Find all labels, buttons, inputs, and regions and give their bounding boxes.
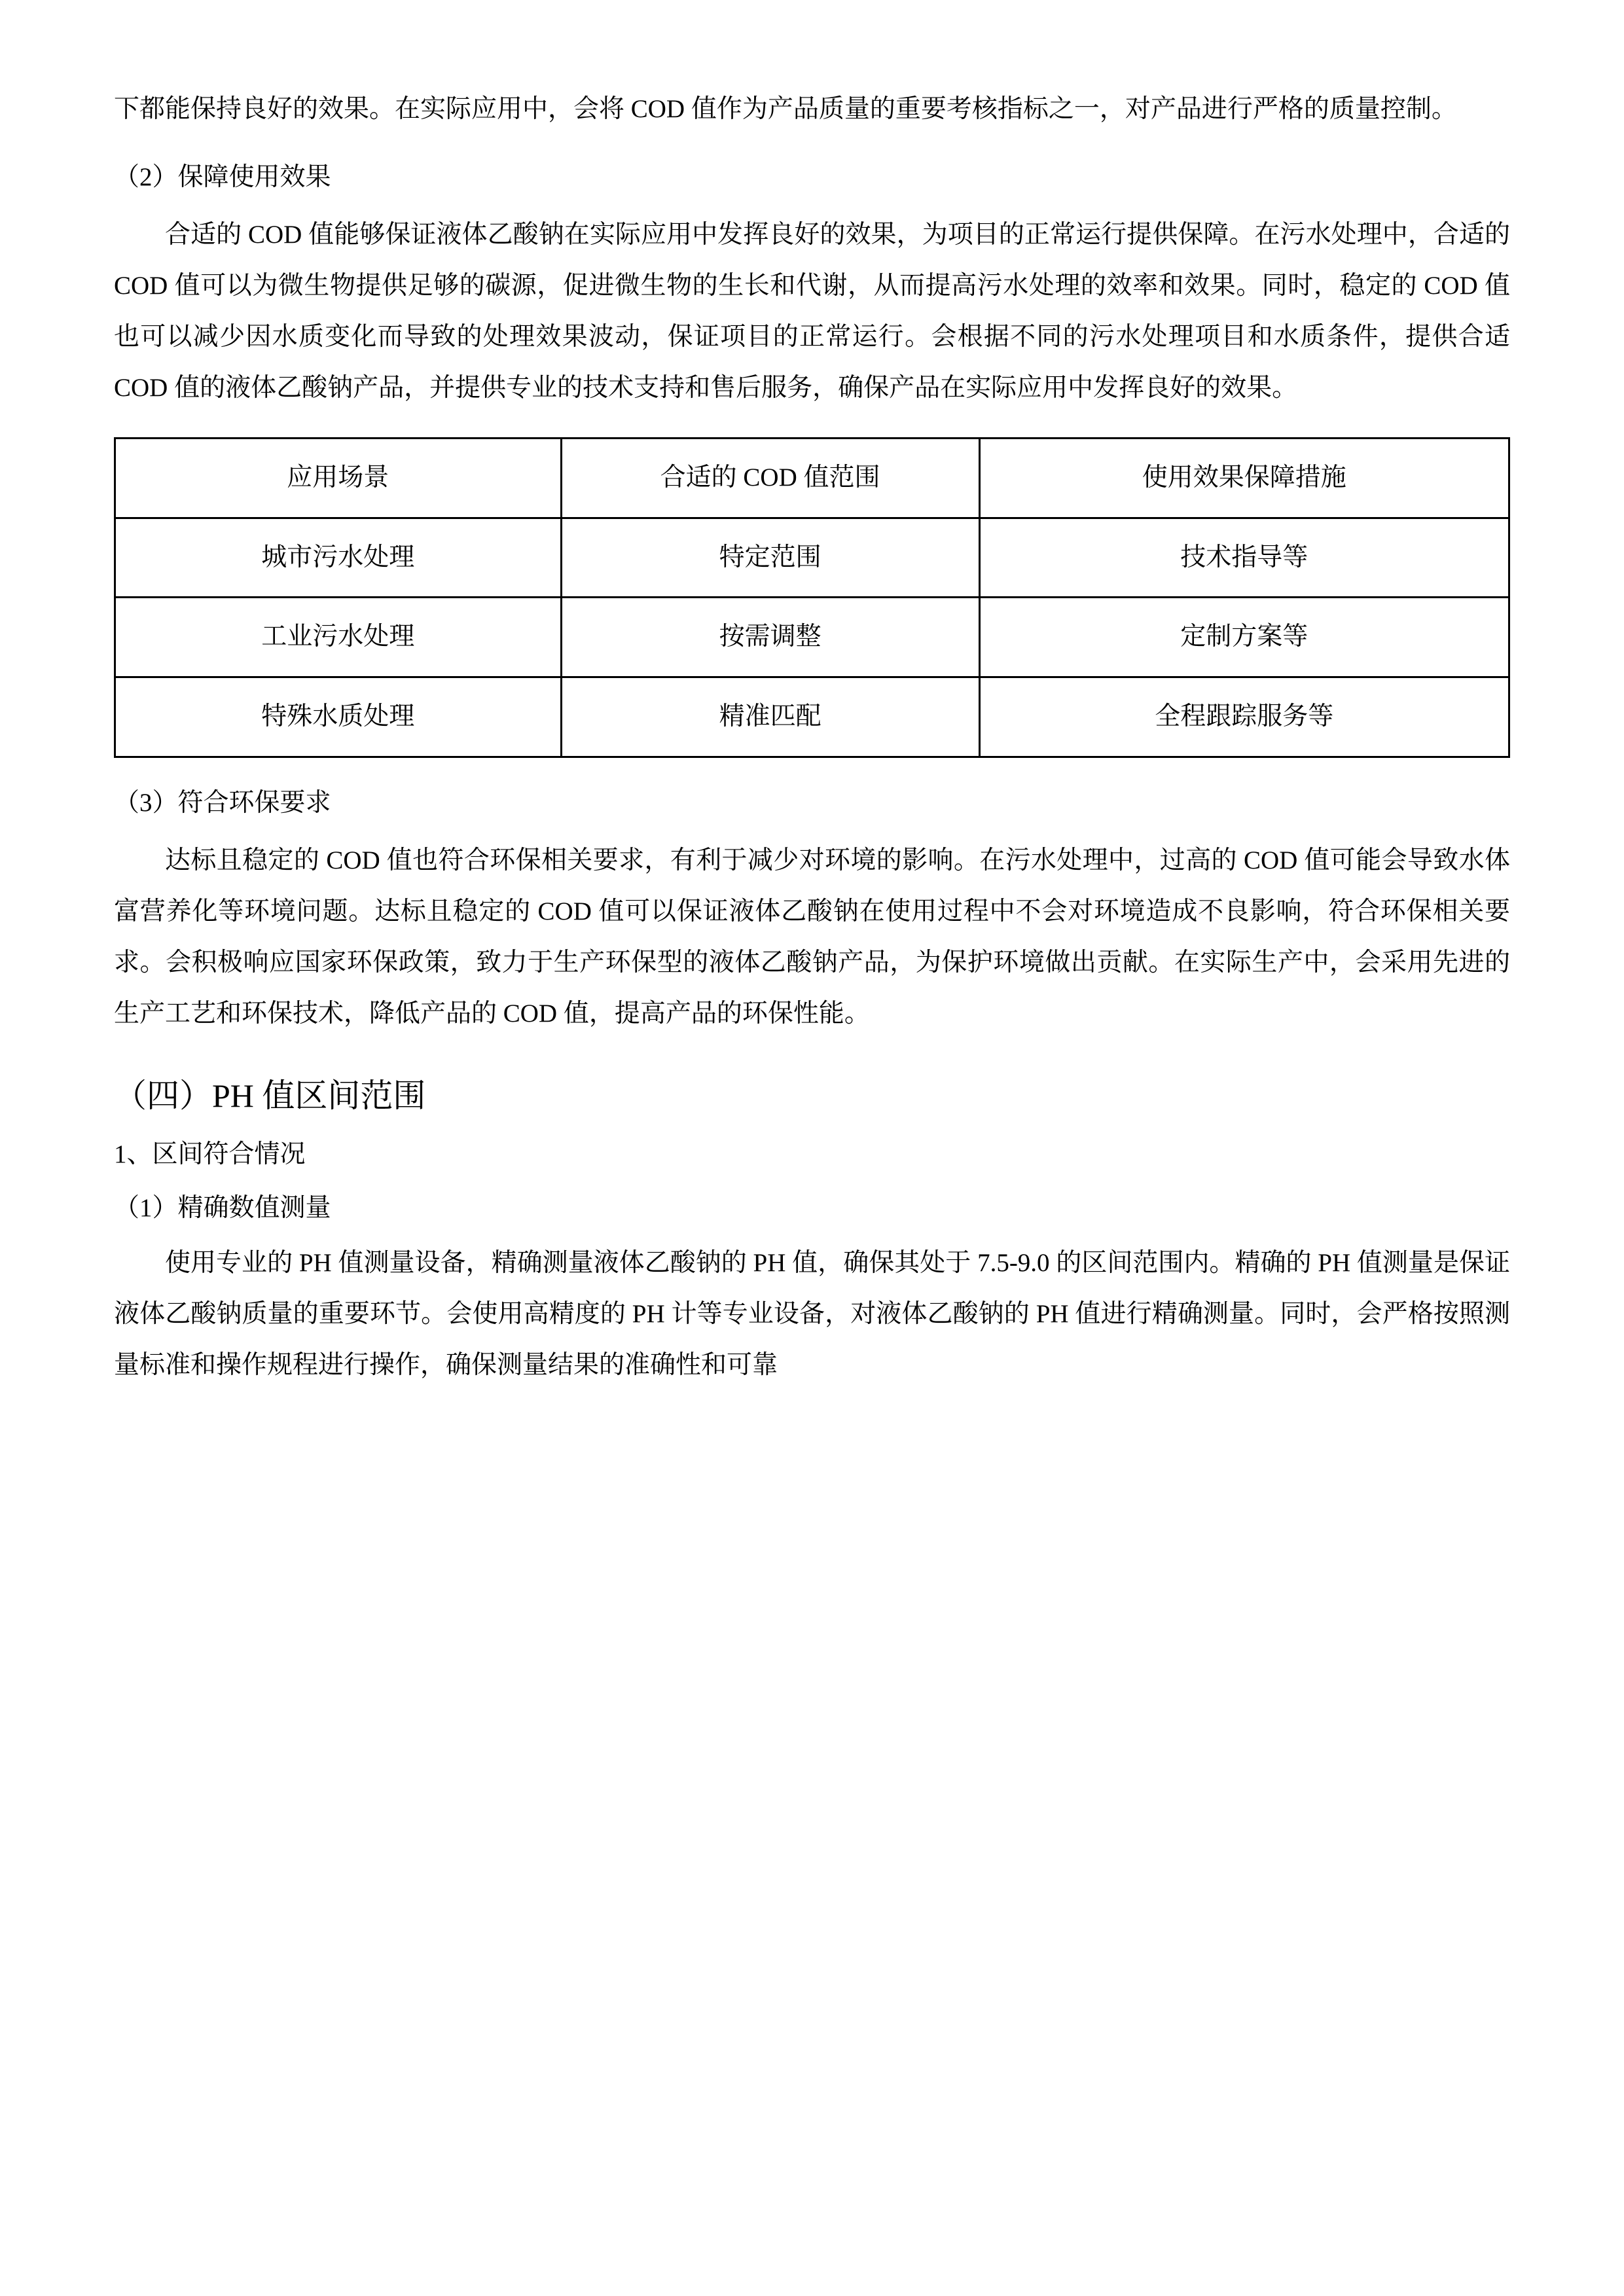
table-cell: 特殊水质处理 [115, 677, 562, 757]
table-header-cell: 使用效果保障措施 [979, 439, 1509, 518]
section4-paragraph: 使用专业的 PH 值测量设备，精确测量液体乙酸钠的 PH 值，确保其处于 7.5-9.0 的区间范围内。精确的 PH 值测量是保证液体乙酸钠质量的重要环节。会使用高精度的 PH 计等专业设备，对液体乙酸钠的 PH 值进行精确测量。同时，会严格按照测量标准和操作规程进行操作，确保测量结果的准确性和可靠 [114, 1248, 1510, 1379]
table-header-cell: 应用场景 [115, 439, 562, 518]
section3-paragraph: 达标且稳定的 COD 值也符合环保相关要求，有利于减少对环境的影响。在污水处理中，过高的 COD 值可能会导致水体富营养化等环境问题。达标且稳定的 COD 值可以保证液体乙酸钠在使用过程中不会对环境造成不良影响，符合环保相关要求。会积极响应国家环保政策，致力于生产环保型的液体乙酸钠产品，为保护环境做出贡献。在实际生产中，会采用先进的生产工艺和环保技术，降低产品的 COD 值，提高产品的环保性能。 [114, 846, 1510, 1028]
table-cell: 精准匹配 [561, 677, 979, 757]
table-cell: 城市污水处理 [115, 518, 562, 598]
table-cell: 特定范围 [561, 518, 979, 598]
table-row [115, 677, 1509, 757]
table-cell: 定制方案等 [979, 598, 1509, 677]
section2-heading: （2）保障使用效果 [114, 163, 331, 191]
section2-paragraph: 合适的 COD 值能够保证液体乙酸钠在实际应用中发挥良好的效果，为项目的正常运行提供保障。在污水处理中，合适的 COD 值可以为微生物提供足够的碳源，促进微生物的生长和代谢，从而提高污水处理的效率和效果。同时，稳定的 COD 值也可以减少因水质变化而导致的处理效果波动，保证项目的正常运行。会根据不同的污水处理项目和水质条件，提供合适 COD 值的液体乙酸钠产品，并提供专业的技术支持和售后服务，确保产品在实际应用中发挥良好的效果。 [114, 221, 1510, 402]
section4-heading: （四）PH 值区间范围 [114, 1077, 426, 1114]
section4-subheading-2: （1）精确数值测量 [114, 1193, 331, 1222]
intro-paragraph: 下都能保持良好的效果。在实际应用中，会将 COD 值作为产品质量的重要考核指标之一，对产品进行严格的质量控制。 [114, 95, 1457, 123]
table-header-cell: 合适的 COD 值范围 [561, 439, 979, 518]
application-table [114, 437, 1510, 758]
section4-subheading-1: 1、区间符合情况 [114, 1139, 306, 1168]
table-header-row [115, 439, 1509, 518]
table-cell: 技术指导等 [979, 518, 1509, 598]
table-cell: 按需调整 [561, 598, 979, 677]
section3-heading: （3）符合环保要求 [114, 788, 331, 817]
table-row [115, 598, 1509, 677]
table-cell: 全程跟踪服务等 [979, 677, 1509, 757]
table-cell: 工业污水处理 [115, 598, 562, 677]
table-row [115, 518, 1509, 598]
